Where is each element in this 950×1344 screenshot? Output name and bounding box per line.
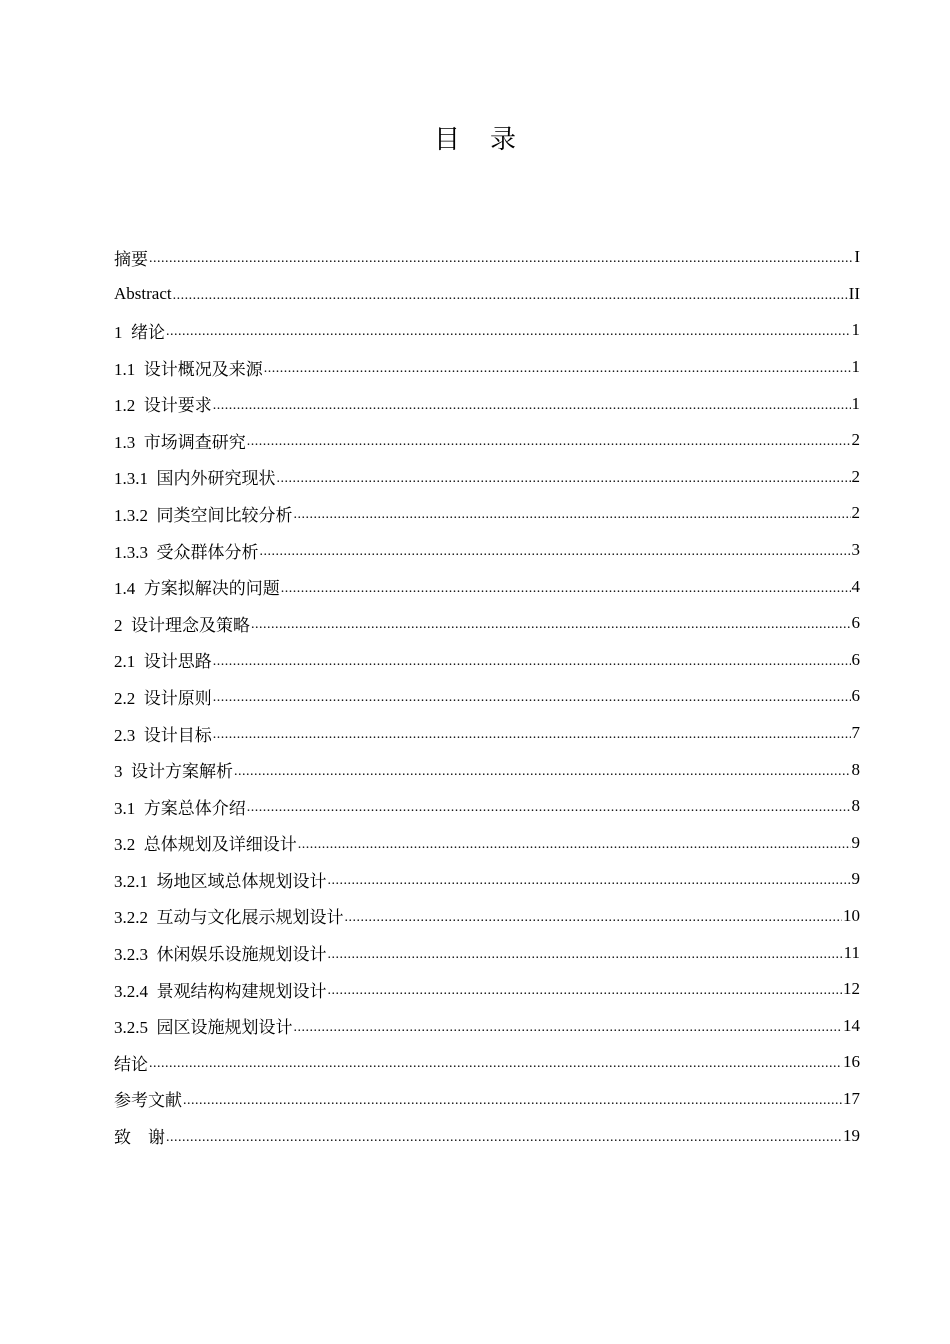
toc-entry[interactable] bbox=[114, 349, 860, 386]
toc-entry[interactable] bbox=[114, 861, 860, 898]
toc-entry-page: 10 bbox=[843, 905, 860, 925]
toc-title: 目录 bbox=[433, 125, 546, 154]
toc-entry-label: 1.2 设计要求 bbox=[114, 396, 212, 416]
toc-leader-dots bbox=[213, 690, 851, 706]
toc-entry-label: 1.3.3 受众群体分析 bbox=[114, 542, 259, 562]
toc-leader-dots bbox=[251, 617, 851, 633]
toc-entry[interactable] bbox=[114, 422, 860, 459]
toc-entry[interactable] bbox=[114, 568, 860, 605]
toc-entry[interactable] bbox=[114, 934, 860, 971]
toc-entry[interactable] bbox=[114, 312, 860, 349]
toc-entry-label: 3.2.2 互动与文化展示规划设计 bbox=[114, 908, 344, 928]
toc-entry-label: 2 设计理念及策略 bbox=[114, 615, 250, 635]
toc-entry[interactable] bbox=[114, 385, 860, 422]
toc-leader-dots bbox=[213, 398, 851, 414]
toc-entry-label: 2.3 设计目标 bbox=[114, 725, 212, 745]
toc-entry-page: 2 bbox=[851, 430, 860, 450]
toc-entry-page: 11 bbox=[843, 942, 860, 962]
toc-entry[interactable] bbox=[114, 715, 860, 752]
toc-leader-dots bbox=[294, 1020, 843, 1036]
toc-entry[interactable] bbox=[114, 642, 860, 679]
table-of-contents bbox=[114, 239, 860, 1154]
toc-entry-page: 9 bbox=[851, 832, 860, 852]
toc-entry-page: 8 bbox=[851, 759, 860, 779]
toc-leader-dots bbox=[328, 873, 851, 889]
toc-entry-label: 致 谢 bbox=[114, 1128, 165, 1148]
toc-entry[interactable] bbox=[114, 459, 860, 496]
toc-entry-label: 结论 bbox=[114, 1054, 148, 1074]
toc-entry-label: Abstract bbox=[114, 283, 172, 303]
toc-entry-page: 3 bbox=[851, 540, 860, 560]
toc-entry-page: 12 bbox=[843, 979, 860, 999]
toc-entry-label: 3 设计方案解析 bbox=[114, 762, 233, 782]
toc-leader-dots bbox=[294, 507, 851, 523]
toc-leader-dots bbox=[166, 324, 851, 340]
toc-entry[interactable] bbox=[114, 605, 860, 642]
toc-entry[interactable] bbox=[114, 751, 860, 788]
toc-leader-dots bbox=[234, 764, 851, 780]
toc-entry-page: 6 bbox=[851, 686, 860, 706]
toc-entry[interactable] bbox=[114, 276, 860, 313]
toc-entry[interactable] bbox=[114, 1117, 860, 1154]
toc-leader-dots bbox=[149, 251, 853, 267]
toc-entry-label: 1.3 市场调查研究 bbox=[114, 432, 246, 452]
toc-entry-label: 2.2 设计原则 bbox=[114, 688, 212, 708]
toc-leader-dots bbox=[247, 800, 851, 816]
toc-entry[interactable] bbox=[114, 1007, 860, 1044]
toc-entry-page: 1 bbox=[851, 357, 860, 377]
toc-leader-dots bbox=[213, 727, 851, 743]
toc-leader-dots bbox=[173, 288, 848, 304]
toc-entry-page: 6 bbox=[851, 649, 860, 669]
toc-entry[interactable] bbox=[114, 1044, 860, 1081]
toc-leader-dots bbox=[298, 837, 851, 853]
toc-entry[interactable] bbox=[114, 898, 860, 935]
toc-entry-page: 1 bbox=[851, 320, 860, 340]
toc-entry-page: 9 bbox=[851, 869, 860, 889]
toc-leader-dots bbox=[260, 544, 851, 560]
toc-entry-page: 2 bbox=[851, 466, 860, 486]
toc-entry-label: 摘要 bbox=[114, 249, 148, 269]
toc-entry[interactable] bbox=[114, 788, 860, 825]
toc-leader-dots bbox=[166, 1130, 842, 1146]
toc-leader-dots bbox=[183, 1093, 842, 1109]
toc-entry-page: 4 bbox=[851, 576, 860, 596]
toc-entry-page: 16 bbox=[843, 1052, 860, 1072]
toc-entry-label: 1.4 方案拟解决的问题 bbox=[114, 579, 280, 599]
toc-entry-label: 1.3.2 同类空间比较分析 bbox=[114, 505, 293, 525]
toc-entry-page: 8 bbox=[851, 796, 860, 816]
toc-entry-label: 2.1 设计思路 bbox=[114, 652, 212, 672]
toc-entry[interactable] bbox=[114, 678, 860, 715]
toc-leader-dots bbox=[281, 581, 851, 597]
toc-leader-dots bbox=[264, 361, 851, 377]
toc-entry-page: 14 bbox=[843, 1015, 860, 1035]
toc-entry-label: 3.2.3 休闲娱乐设施规划设计 bbox=[114, 945, 327, 965]
toc-leader-dots bbox=[247, 434, 851, 450]
toc-leader-dots bbox=[328, 983, 843, 999]
toc-leader-dots bbox=[149, 1056, 842, 1072]
toc-entry[interactable] bbox=[114, 825, 860, 862]
toc-entry-page: II bbox=[848, 283, 860, 303]
toc-entry-page: 1 bbox=[851, 393, 860, 413]
toc-entry[interactable] bbox=[114, 495, 860, 532]
toc-entry-page: 19 bbox=[843, 1125, 860, 1145]
toc-entry[interactable] bbox=[114, 971, 860, 1008]
toc-entry-label: 3.1 方案总体介绍 bbox=[114, 798, 246, 818]
toc-entry-label: 1 绪论 bbox=[114, 322, 165, 342]
toc-entry-page: 2 bbox=[851, 503, 860, 523]
toc-entry-page: I bbox=[854, 247, 860, 267]
toc-leader-dots bbox=[345, 910, 843, 926]
toc-entry-label: 3.2.1 场地区域总体规划设计 bbox=[114, 871, 327, 891]
toc-entry-label: 3.2.5 园区设施规划设计 bbox=[114, 1018, 293, 1038]
toc-leader-dots bbox=[277, 471, 851, 487]
toc-entry[interactable] bbox=[114, 532, 860, 569]
toc-entry-label: 3.2.4 景观结构构建规划设计 bbox=[114, 981, 327, 1001]
toc-leader-dots bbox=[213, 654, 851, 670]
toc-entry-label: 1.1 设计概况及来源 bbox=[114, 359, 263, 379]
toc-entry[interactable] bbox=[114, 239, 860, 276]
toc-entry-page: 6 bbox=[851, 613, 860, 633]
toc-entry-page: 7 bbox=[851, 723, 860, 743]
toc-entry-label: 3.2 总体规划及详细设计 bbox=[114, 835, 297, 855]
toc-entry-label: 参考文献 bbox=[114, 1091, 182, 1111]
toc-entry[interactable] bbox=[114, 1081, 860, 1118]
toc-entry-page: 17 bbox=[843, 1088, 860, 1108]
toc-entry-label: 1.3.1 国内外研究现状 bbox=[114, 469, 276, 489]
toc-leader-dots bbox=[328, 947, 843, 963]
